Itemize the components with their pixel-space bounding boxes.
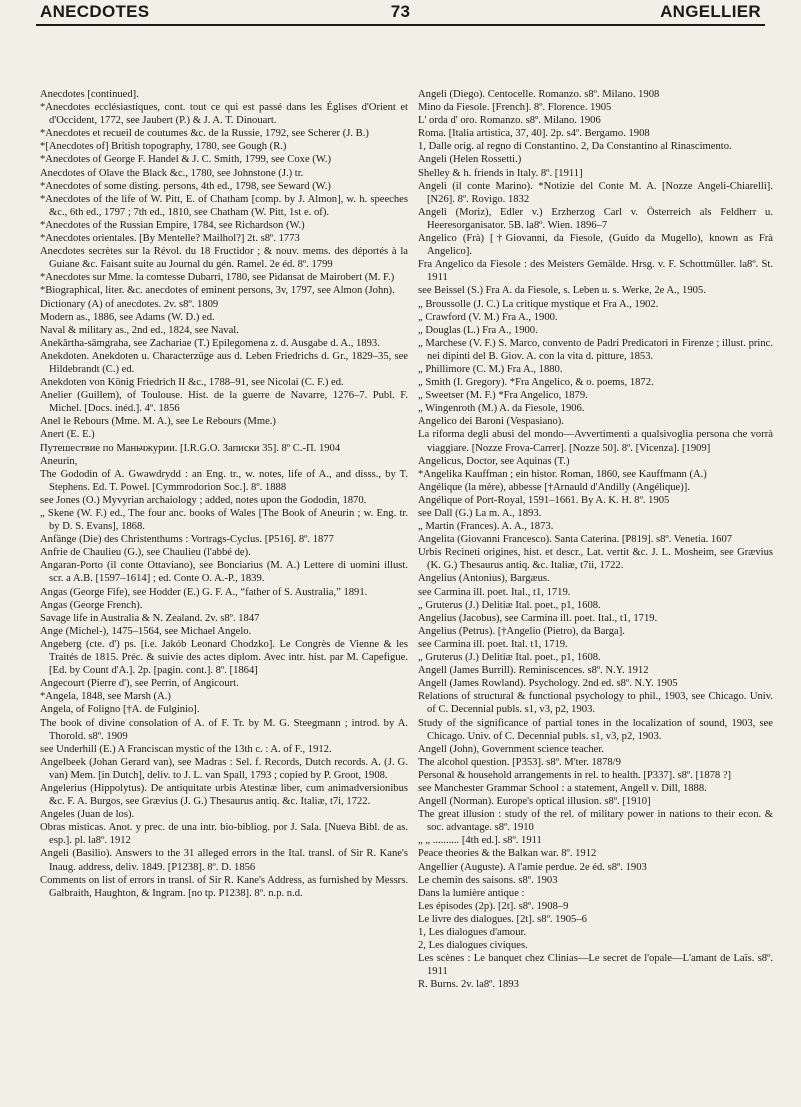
catalogue-entry: Mino da Fiesole. [French]. 8º. Florence. 1905 — [418, 102, 612, 114]
catalogue-entry: *Anecdotes of George F. Handel & J. C. Smith, 1799, see Coxe (W.) — [40, 154, 332, 166]
catalogue-entry: see Carmina ill. poet. Ital. t1, 1719. — [418, 638, 568, 650]
catalogue-entry: 1, Dalle orig. al regno di Constantino. 2, Da Constantino al Rinascimento. — [418, 141, 732, 153]
catalogue-entry: Anekārtha-sāmgraha, see Zachariae (T.) Epilegomena z. d. Ausgabe d. A., 1893. — [40, 337, 380, 349]
catalogue-entry: Angeles (Juan de los). — [40, 809, 135, 821]
catalogue-entry: „ Douglas (L.) Fra A., 1900. — [418, 324, 538, 336]
catalogue-entry: Anecdotes secrètes sur la Révol. du 18 Fructidor ; & nouv. mems. des déportés à la Guiane &c. Faisant suite au Journal du gén. Ramel. 2e éd. 8º. 1799 — [40, 246, 408, 271]
catalogue-entry: Aneurin, — [40, 455, 78, 467]
catalogue-entry: *Biographical, liter. &c. anecdotes of eminent persons, 3v, 1797, see Almon (John). — [40, 285, 395, 297]
catalogue-entry: Angelbeek (Johan Gerard van), see Madras : Sel. f. Records, Dutch records. A. (J. G. van) Mem. [in Dutch], deliv. to J. L. van Spall, 1793 ; copied by P. Groot, 1908. — [40, 756, 408, 781]
catalogue-entry: Anecdotes of Olave the Black &c., 1780, see Johnstone (J.) tr. — [40, 167, 304, 179]
catalogue-entry: The great illusion : study of the rel. of military power in nations to their econ. & soc. advantage. s8º. 1910 — [418, 809, 773, 834]
catalogue-entry: Angell (James Rowland). Psychology. 2nd ed. s8º. N.Y. 1905 — [418, 678, 678, 690]
catalogue-entry: Ange (Michel-), 1475–1564, see Michael Angelo. — [40, 625, 252, 637]
catalogue-entry: Angela, of Foligno [†A. de Fulginio]. — [40, 704, 200, 716]
catalogue-entry: Angelius (Antonius), Bargæus. — [418, 573, 550, 585]
catalogue-entry: Naval & military as., 2nd ed., 1824, see Naval. — [40, 324, 239, 336]
catalogue-entry: Relations of structural & functional psychology to phil., 1903, see Chicago. Univ. of C. Decennial publs. s1, v3, p2, 1903. — [418, 691, 773, 716]
catalogue-entry: Le chemin des saisons. s8º. 1903 — [418, 874, 558, 886]
catalogue-entry: *Anecdotes ecclésiastiques, cont. tout ce qui est passé dans les Églises d'Orient et d'Occident, 1772, see Jaubert (P.) & J. A. T. Dinouart. — [40, 102, 408, 127]
catalogue-entry: „ „ .......... [4th ed.]. s8º. 1911 — [418, 835, 542, 847]
catalogue-entry: *Anecdotes of the Russian Empire, 1784, see Richardson (W.) — [40, 219, 305, 231]
running-head-right: ANGELLIER — [660, 2, 761, 21]
catalogue-entry: Les épisodes (2p). [2t]. s8º. 1908–9 — [418, 900, 569, 912]
catalogue-entry: Comments on list of errors in transl. of Sir R. Kane's Address, as furnished by Messrs. Galbraith, Haughton, & Ingram. [no tp. P1238]. 8º. n.p. n.d. — [40, 874, 408, 899]
catalogue-entry: Angaran-Porto (il conte Ottaviano), see Bonciarius (M. A.) Lettere di uomini illust. scr. a A.B. [1597–1614] ; ed. Conte O. A.-P., 1839. — [40, 560, 408, 585]
left-column — [40, 88, 408, 900]
catalogue-entry: Angas (George French). — [40, 599, 143, 611]
catalogue-entry: Angelico dei Baroni (Vespasiano). — [418, 416, 564, 428]
catalogue-entry: Roma. [Italia artistica, 37, 40]. 2p. s4º. Bergamo. 1908 — [418, 128, 650, 140]
catalogue-entry: *Anecdotes et recueil de coutumes &c. de la Russie, 1792, see Scherer (J. B.) — [40, 128, 369, 140]
catalogue-entry: Anfänge (Die) des Christenthums : Vortrags-Cyclus. [P516]. 8º. 1877 — [40, 534, 334, 546]
catalogue-entry: Study of the significance of partial tones in the localization of sound, 1903, see Chicago. Univ. of C. Decennial publs. s1, v3, p2, 1903. — [418, 717, 773, 742]
catalogue-entry: *Angela, 1848, see Marsh (A.) — [40, 691, 171, 703]
catalogue-entry: „ Skene (W. F.) ed., The four anc. books of Wales [The Book of Aneurin ; w. Eng. tr. by D. S. Evans], 1868. — [40, 508, 408, 533]
catalogue-entry: Personal & household arrangements in rel. to health. [P337]. s8º. [1878 ?] — [418, 769, 732, 781]
catalogue-entry: Путешествие по Маньчжурии. [I.R.G.O. Записки 35]. 8º С.-П. 1904 — [40, 442, 341, 454]
catalogue-entry: Anekdoten von König Friedrich II &c., 1788–91, see Nicolai (C. F.) ed. — [40, 377, 344, 389]
catalogue-entry: „ Wingenroth (M.) A. da Fiesole, 1906. — [418, 403, 585, 415]
catalogue-entry: Urbis Recineti origines, hist. et descr., Lat. vertit &c. J. L. Mosheim, see Grævius (K. G.) Thesaurus antiq. &c. Italiæ, t7ii, 1722. — [418, 547, 773, 572]
right-column — [418, 88, 773, 991]
catalogue-entry: The alcohol question. [P353]. s8º. M'ter. 1878/9 — [418, 756, 621, 768]
catalogue-entry: „ Gruterus (J.) Delitiæ Ital. poet., p1, 1608. — [418, 599, 601, 611]
catalogue-entry: The book of divine consolation of A. of F. Tr. by M. G. Steegmann ; introd. by A. Thorold. s8º. 1909 — [40, 717, 408, 742]
catalogue-entry: 2, Les dialogues civiques. — [418, 940, 528, 952]
catalogue-entry: see Manchester Grammar School : a statement, Angell v. Dill, 1888. — [418, 782, 707, 794]
catalogue-entry: Obras misticas. Anot. y prec. de una intr. bio-bibliog. por J. Sala. [Nueva Bibl. de as. esp.]. pl. la8º. 1912 — [40, 822, 408, 847]
catalogue-entry: Angas (George Fife), see Hodder (E.) G. F. A., “father of S. Australia,” 1891. — [40, 586, 368, 598]
catalogue-entry: Angeli (Moriz), Edler v.) Erzherzog Carl v. Österreich als Feldherr u. Heeresorganisator. 5B. la8º. Wien. 1896–7 — [418, 206, 773, 231]
catalogue-entry: Angecourt (Pierre d'), see Perrin, of Angicourt. — [40, 678, 239, 690]
catalogue-entry: Shelley & h. friends in Italy. 8º. [1911] — [418, 167, 583, 179]
catalogue-entry: see Jones (O.) Myvyrian archaiology ; added, notes upon the Gododin, 1870. — [40, 494, 367, 506]
catalogue-entry: Savage life in Australia & N. Zealand. 2v. s8º. 1847 — [40, 612, 260, 624]
catalogue-entry: *Angelika Kauffman ; ein histor. Roman, 1860, see Kauffmann (A.) — [418, 468, 707, 480]
catalogue-entry: Angelicus, Doctor, see Aquinas (T.) — [418, 455, 570, 467]
catalogue-entry: Anelier (Guillem), of Toulouse. Hist. de la guerre de Navarre, 1276–7. Publ. F. Michel. [Docs. inéd.]. 4º. 1856 — [40, 390, 408, 415]
catalogue-entry: „ Broussolle (J. C.) La critique mystique et Fra A., 1902. — [418, 298, 659, 310]
catalogue-entry: see Beissel (S.) Fra A. da Fiesole, s. Leben u. s. Werke, 2e A., 1905. — [418, 285, 706, 297]
catalogue-entry: Angelerius (Hippolytus). De antiquitate urbis Atestinæ liber, cum animadversionibus &c. F. A. Burgos, see Grævius (J. G.) Thesaurus antiq. &c. Italiæ, t7i, 1722. — [40, 782, 408, 808]
catalogue-entry: Anert (E. E.) — [40, 429, 95, 441]
catalogue-entry: Angell (John), Government science teacher. — [418, 743, 604, 755]
catalogue-entry: Les scènes : Le banquet chez Clinias—Le secret de l'opale—L'amant de Laïs. s8º. 1911 — [418, 953, 773, 978]
catalogue-entry: „ Sweetser (M. F.) *Fra Angelico, 1879. — [418, 390, 588, 402]
catalogue-entry: Dans la lumière antique : — [418, 887, 525, 899]
catalogue-entry: The Gododin of A. Gwawdrydd : an Eng. tr., w. notes, life of A., and disss., by T. Stephens. Ed. T. Powel. [Cymmrodorion Soc.]. 8º. 1888 — [40, 468, 408, 493]
catalogue-entry: Angelita (Giovanni Francesco). Santa Caterina. [P819]. s8º. Venetia. 1607 — [418, 534, 733, 546]
catalogue-entry: *Anecdotes of some disting. persons, 4th ed., 1798, see Seward (W.) — [40, 180, 331, 192]
catalogue-entry: „ Crawford (V. M.) Fra A., 1900. — [418, 311, 558, 323]
catalogue-entry: „ Gruterus (J.) Delitiæ Ital. poet., p1, 1608. — [418, 652, 601, 664]
catalogue-entry: see Underhill (E.) A Franciscan mystic of the 13th c. : A. of F., 1912. — [40, 743, 332, 755]
catalogue-entry: *[Anecdotes of] British topography, 1780, see Gough (R.) — [40, 141, 287, 153]
catalogue-entry: Angelico (Frà) [†Giovanni, da Fiesole, (Guido da Mugello), known as Frà Angelico]. — [418, 233, 773, 258]
catalogue-entry: Angeli (Basilio). Answers to the 31 alleged errors in the Ital. transl. of Sir R. Kane's Inaug. address, deliv. 1849. [P1238]. 8º. D. 1856 — [40, 848, 408, 873]
catalogue-entry: Angeli (Diego). Centocelle. Romanzo. s8º. Milano. 1908 — [418, 89, 660, 100]
catalogue-entry: Angell (Norman). Europe's optical illusion. s8º. [1910] — [418, 796, 651, 808]
catalogue-entry: Anekdoten. Anekdoten u. Characterzüge aus d. Leben Friedrichs d. Gr., 1829–35, see Hildebrandt (C.) ed. — [40, 350, 408, 375]
catalogue-entry: „ Smith (I. Gregory). *Fra Angelico, & o. poems, 1872. — [418, 377, 654, 389]
catalogue-entry: „ Phillimore (C. M.) Fra A., 1880. — [418, 363, 563, 375]
catalogue-entry: Dictionary (A) of anecdotes. 2v. s8º. 1809 — [40, 298, 219, 310]
catalogue-entry: Anfrie de Chaulieu (G.), see Chaulieu (l'abbé de). — [40, 547, 251, 559]
catalogue-entry: Angell (James Burrill). Reminiscences. s8º. N.Y. 1912 — [418, 665, 649, 677]
page-number: 73 — [390, 2, 411, 21]
catalogue-entry: Angelius (Petrus). [†Angelio (Pietro), da Barga]. — [418, 625, 625, 637]
catalogue-entry: Anecdotes [continued]. — [40, 89, 139, 100]
catalogue-entry: Anel le Rebours (Mme. M. A.), see Le Rebours (Mme.) — [40, 416, 276, 428]
catalogue-entry: Fra Angelico da Fiesole : des Meisters Gemälde. Hrsg. v. F. Schottmüller. la8º. St. 1911 — [418, 259, 773, 284]
catalogue-entry: „ Martin (Frances). A. A., 1873. — [418, 521, 554, 533]
catalogue-entry: Angeli (Helen Rossetti.) — [418, 154, 522, 166]
catalogue-entry: Modern as., 1886, see Adams (W. D.) ed. — [40, 311, 215, 323]
catalogue-entry: Angélique of Port-Royal, 1591–1661. By A. K. H. 8º. 1905 — [418, 494, 670, 506]
catalogue-entry: Peace theories & the Balkan war. 8º. 1912 — [418, 848, 597, 860]
catalogue-entry: *Anecdotes sur Mme. la comtesse Dubarri, 1780, see Pidansat de Mairobert (M. F.) — [40, 272, 395, 284]
catalogue-entry: L' orda d' oro. Romanzo. s8º. Milano. 1906 — [418, 115, 601, 127]
catalogue-entry: *Anecdotes orientales. [By Mentelle? Mailhol?] 2t. s8º. 1773 — [40, 233, 300, 245]
catalogue-entry: Le livre des dialogues. [2t]. s8º. 1905–6 — [418, 913, 587, 925]
catalogue-entry: see Dall (G.) La m. A., 1893. — [418, 508, 542, 519]
catalogue-entry: Angélique (la mère), abbesse [†Arnauld d'Andilly (Angélique)]. — [418, 481, 690, 493]
catalogue-entry: see Carmina ill. poet. Ital., t1, 1719. — [418, 586, 571, 598]
catalogue-entry: „ Marchese (V. F.) S. Marco, convento de Padri Predicatori in Firenze ; illust. princ. nei dipinti del B. Giov. A. con la vita d. pitture, 1853. — [418, 337, 773, 362]
running-head-left: ANECDOTES — [40, 2, 150, 21]
catalogue-entry: Angeli (il conte Marino). *Notizie del Conte M. A. [Nozze Angeli-Chiarelli]. [N26]. 8º. Rovigo. 1832 — [418, 180, 773, 205]
catalogue-entry: Angeberg (cte. d') ps. [i.e. Jakób Leonard Chodzko]. Le Congrès de Vienne & les Traités de 1815. Préc. & suivie des actes diplom. Avec intr. hist. par M. Capefigue. [Ed. by Count d'A.]. 2p. [pagin. cont.]. 8º. [1864] — [40, 638, 408, 677]
catalogue-entry: R. Burns. 2v. la8º. 1893 — [418, 979, 519, 991]
header-rule — [36, 24, 765, 26]
catalogue-entry: 1, Les dialogues d'amour. — [418, 927, 527, 938]
catalogue-entry: Angelius (Jacobus), see Carmina ill. poet. Ital., t1, 1719. — [418, 612, 658, 624]
catalogue-entry: Angellier (Auguste). A l'amie perdue. 2e éd. s8º. 1903 — [418, 861, 647, 873]
catalogue-entry: La riforma degli abusi del mondo—Avvertimenti a qualsivoglia persona che vorrà viaggiare. [Nozze Frova-Carrer]. [Nozze 50]. 8º. [Vicenza]. [1909] — [418, 429, 773, 454]
catalogue-entry: *Anecdotes of the life of W. Pitt, E. of Chatham [comp. by J. Almon], w. h. speeches &c., 6th ed., 1797 ; 7th ed., 1810, see Chatham (W. Pitt, 1st e. of). — [40, 193, 408, 218]
